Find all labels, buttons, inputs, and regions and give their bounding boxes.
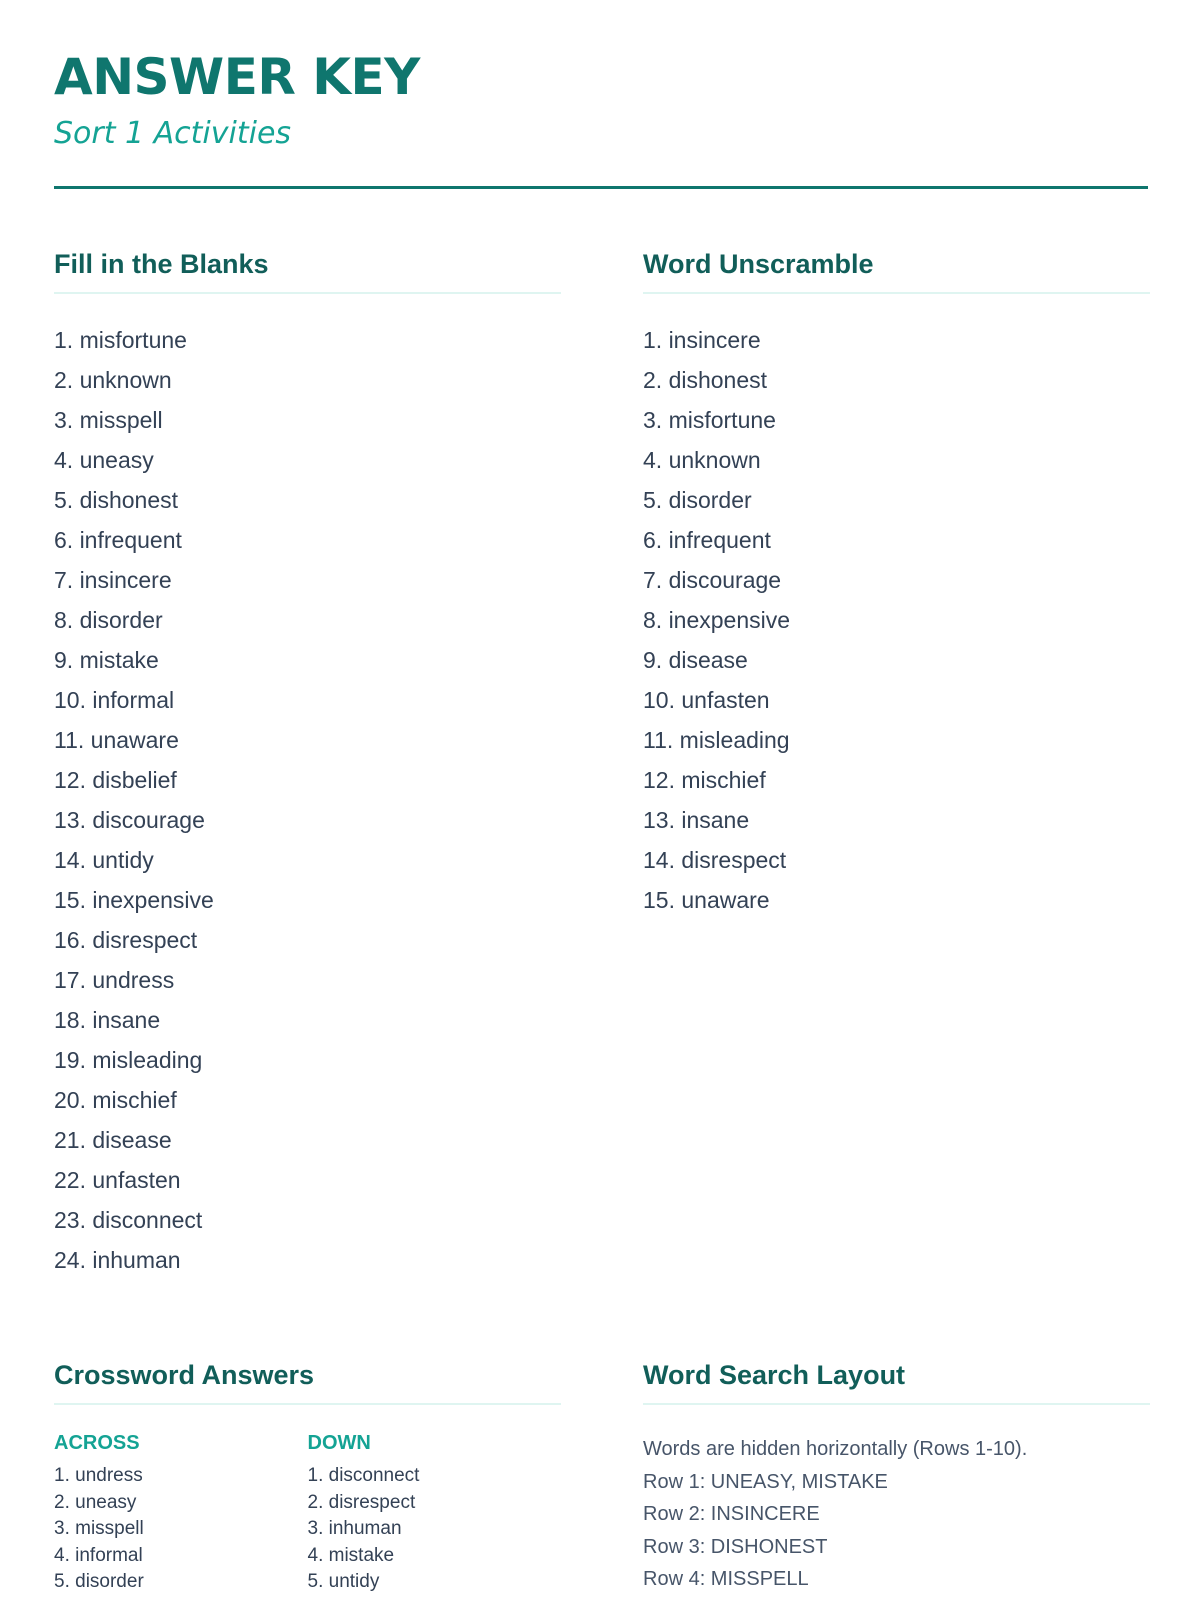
answer-item: 21. disease	[54, 1127, 172, 1153]
fill-in-the-blanks-list	[54, 320, 561, 1280]
answer-item: 13. discourage	[54, 807, 205, 833]
down-column	[308, 1429, 562, 1596]
across-answer: 5. disorder	[54, 1571, 144, 1592]
answer-item: 7. insincere	[54, 567, 172, 593]
answer-item: 7. discourage	[643, 567, 782, 593]
crossword-answers-section	[54, 1357, 561, 1596]
word-search-rows	[643, 1466, 1150, 1596]
answer-item: 11. unaware	[54, 727, 179, 753]
word-unscramble-heading: Word Unscramble	[643, 246, 1150, 294]
word-unscramble-section	[643, 246, 1150, 920]
answer-item: 20. mischief	[54, 1087, 177, 1113]
word-unscramble-list	[643, 320, 1150, 920]
answer-item: 8. disorder	[54, 607, 163, 633]
answer-item: 5. disorder	[643, 487, 752, 513]
answer-item: 23. disconnect	[54, 1207, 203, 1233]
answer-item: 14. untidy	[54, 847, 154, 873]
down-answer: 2. disrespect	[307, 1491, 416, 1513]
answer-item: 2. unknown	[54, 367, 172, 393]
word-search-layout-heading: Word Search Layout	[643, 1357, 1150, 1405]
fill-in-the-blanks-section	[54, 246, 561, 1280]
answer-item: 1. misfortune	[54, 327, 187, 353]
across-column	[54, 1429, 308, 1596]
answer-item: 12. mischief	[643, 767, 766, 793]
crossword-columns	[54, 1429, 561, 1596]
down-list	[308, 1463, 562, 1596]
answer-item: 10. informal	[54, 687, 175, 713]
across-answer: 3. misspell	[54, 1518, 144, 1539]
answer-item: 17. undress	[54, 967, 175, 993]
answer-item: 8. inexpensive	[643, 607, 791, 633]
answer-item: 18. insane	[54, 1007, 161, 1033]
answer-item: 22. unfasten	[54, 1167, 181, 1193]
answer-item: 15. inexpensive	[54, 887, 214, 913]
answer-item: 6. infrequent	[54, 527, 182, 553]
word-search-row: Row 4: MISSPELL	[643, 1568, 809, 1590]
word-search-row: Row 1: UNEASY, MISTAKE	[643, 1470, 888, 1493]
word-search-row: Row 2: INSINCERE	[643, 1503, 820, 1525]
answer-item: 14. disrespect	[643, 847, 787, 873]
down-answer: 4. mistake	[307, 1544, 395, 1566]
crossword-answers-heading: Crossword Answers	[54, 1357, 561, 1405]
fill-in-the-blanks-heading: Fill in the Blanks	[54, 246, 561, 294]
across-list	[54, 1463, 308, 1596]
down-label: DOWN	[307, 1432, 371, 1454]
answer-item: 6. infrequent	[643, 527, 771, 553]
answer-item: 4. uneasy	[54, 447, 154, 473]
word-search-intro: Words are hidden horizontally (Rows 1-10).	[643, 1438, 1028, 1460]
across-answer: 1. undress	[54, 1465, 143, 1486]
answer-item: 15. unaware	[643, 887, 770, 913]
word-search-layout-section	[643, 1357, 1150, 1596]
answer-item: 5. dishonest	[54, 487, 179, 513]
answer-item: 16. disrespect	[54, 927, 198, 953]
across-label: ACROSS	[54, 1432, 140, 1454]
across-answer: 2. uneasy	[54, 1491, 137, 1513]
answer-item: 19. misleading	[54, 1047, 203, 1073]
answer-item: 9. disease	[643, 647, 748, 673]
answer-item: 11. misleading	[643, 727, 790, 753]
answer-item: 4. unknown	[643, 447, 761, 473]
down-answer: 1. disconnect	[307, 1465, 420, 1486]
page-title: ANSWER KEY	[54, 48, 420, 106]
word-search-row: Row 3: DISHONEST	[643, 1535, 828, 1558]
down-answer: 3. inhuman	[307, 1518, 402, 1539]
down-answer: 5. untidy	[307, 1571, 380, 1592]
answer-item: 24. inhuman	[54, 1247, 181, 1273]
across-answer: 4. informal	[54, 1544, 143, 1566]
answer-item: 12. disbelief	[54, 767, 177, 793]
answer-item: 2. dishonest	[643, 367, 768, 393]
page-subtitle: Sort 1 Activities	[54, 116, 292, 151]
word-search-notes	[643, 1433, 1150, 1596]
answer-item: 10. unfasten	[643, 687, 770, 713]
answer-item: 13. insane	[643, 807, 750, 833]
answer-item: 3. misspell	[54, 407, 163, 433]
answer-item: 1. insincere	[643, 327, 761, 353]
answer-item: 9. mistake	[54, 647, 159, 673]
answer-item: 3. misfortune	[643, 407, 776, 433]
title-divider	[54, 186, 1148, 189]
